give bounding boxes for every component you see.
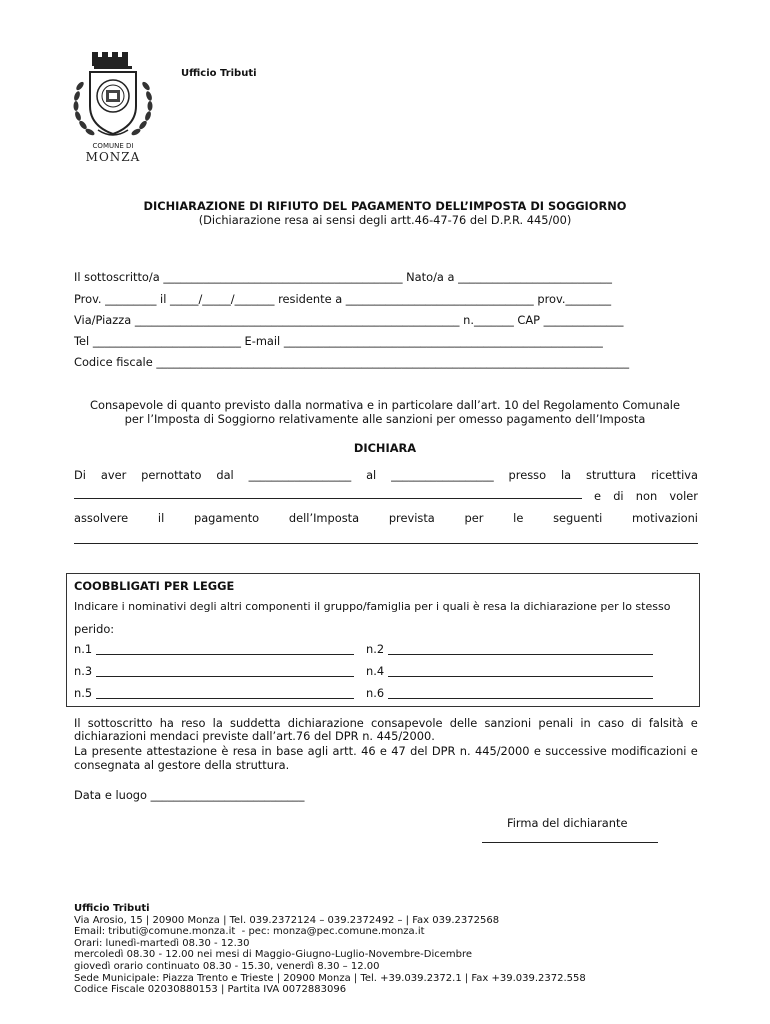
field-codice-fiscale[interactable]: Codice fiscale ___________________________________________________________________________________	[74, 355, 630, 369]
w: la	[560, 468, 572, 482]
footer-hours-3: giovedì orario continuato 08.30 - 15.30, venerdì 8.30 – 12.00	[74, 960, 380, 972]
w: di	[631, 716, 642, 730]
w: e	[690, 716, 698, 730]
footer-hours-2: mercoledì 08.30 - 12.00 nei mesi di Maggio-Giugno-Luglio-Novembre-Dicembre	[74, 949, 473, 961]
w: presso	[508, 468, 547, 482]
w: La	[74, 744, 88, 758]
logo-line2: MONZA	[85, 150, 141, 164]
w: sanzioni	[484, 716, 532, 730]
dichiara-line3	[74, 511, 698, 525]
data-luogo-field[interactable]: Data e luogo ___________________________	[74, 788, 305, 802]
footer-address: Via Arosio, 15 | 20900 Monza | Tel. 039.2372124 – 039.2372492 – | Fax 039.2372568	[74, 914, 500, 926]
w: assolvere	[74, 511, 129, 525]
date-to-field[interactable]: __________________	[391, 468, 494, 482]
w: base	[276, 744, 304, 758]
footer	[74, 903, 586, 996]
logo-line1: COMUNE DI	[92, 142, 134, 150]
statement-p2-line2: consegnata al gestore della struttura.	[74, 758, 290, 772]
w: e	[533, 744, 541, 758]
coobbligato-n1-field[interactable]	[96, 654, 354, 655]
document-subtitle: (Dichiarazione resa ai sensi degli artt.46-47-76 del D.P.R. 445/00)	[198, 213, 572, 227]
w: e	[379, 744, 387, 758]
field-tel-email[interactable]: Tel __________________________ E-mail ________________________________________________________	[74, 334, 603, 348]
w: DPR	[431, 744, 456, 758]
w: Di	[74, 468, 86, 482]
date-from-field[interactable]: __________________	[248, 468, 352, 482]
w: n.	[459, 744, 471, 758]
w: ha	[159, 716, 174, 730]
w: la	[212, 716, 223, 730]
w: suddetta	[230, 716, 281, 730]
w: sottoscritto	[87, 716, 153, 730]
w: dell’Imposta	[288, 511, 360, 525]
w: al	[366, 468, 377, 482]
w: falsità	[648, 716, 684, 730]
w: 445/2000	[474, 744, 530, 758]
firma-label: Firma del dichiarante	[507, 816, 628, 830]
statement-p1-line2: dichiarazioni mendaci previste dall’art.76 del DPR n. 445/2000.	[74, 729, 435, 743]
office-name: Ufficio Tributi	[181, 68, 257, 79]
w: successive	[545, 744, 607, 758]
footer-title: Ufficio Tributi	[74, 903, 150, 914]
footer-hours-1: Orari: lunedì-martedì 08.30 - 12.30	[74, 937, 250, 949]
w: per	[464, 511, 484, 525]
w: motivazioni	[632, 511, 698, 525]
w: del	[410, 744, 428, 758]
dichiara-line1[interactable]	[74, 468, 698, 482]
w: aver	[100, 468, 127, 482]
coobbligati-heading: COOBBLIGATI PER LEGGE	[74, 579, 235, 593]
w: e	[690, 744, 698, 758]
w: dichiarazione	[287, 716, 364, 730]
firma-field-line[interactable]	[482, 842, 658, 843]
coobbligato-n3-field[interactable]	[96, 676, 354, 677]
struttura-field-line[interactable]	[74, 498, 582, 499]
w: consapevole	[371, 716, 443, 730]
w: prevista	[388, 511, 435, 525]
w: di	[613, 489, 624, 503]
w: penali	[538, 716, 574, 730]
w: resa	[232, 744, 258, 758]
footer-tax-codes: Codice Fiscale 02030880153 | Partita IVA 0072883096	[74, 984, 347, 996]
w: reso	[181, 716, 206, 730]
consapevole-line1: Consapevole di quanto previsto dalla normativa e in particolare dall’art. 10 del Regolamento Comunale	[90, 398, 680, 412]
statement-p1-line1	[74, 716, 698, 730]
coobbligato-n6-label: n.6	[366, 686, 385, 700]
w: seguenti	[553, 511, 603, 525]
w: attestazione	[146, 744, 217, 758]
coat-of-arms-icon	[68, 50, 158, 142]
coobbligati-text1: Indicare i nominativi degli altri componenti il gruppo/famiglia per i quali è resa la dichiarazione per lo stesso	[74, 600, 671, 613]
w: pagamento	[193, 511, 260, 525]
coobbligato-n5-field[interactable]	[96, 698, 354, 699]
w: presente	[91, 744, 142, 758]
w: e	[594, 489, 602, 503]
w: pernottato	[141, 468, 202, 482]
w: struttura	[586, 468, 637, 482]
w: non	[635, 489, 658, 503]
field-prov-nascita[interactable]: Prov. _________ il _____/_____/_______ residente a _________________________________ prov.________	[74, 292, 612, 306]
coobbligato-n2-label: n.2	[366, 642, 385, 656]
w: Il	[74, 716, 81, 730]
motivazioni-field-line[interactable]	[74, 543, 698, 544]
w: modificazioni	[611, 744, 687, 758]
w: il	[157, 511, 165, 525]
footer-email: Email: tributi@comune.monza.it - pec: monza@pec.comune.monza.it	[74, 926, 425, 938]
w: caso	[597, 716, 625, 730]
coobbligato-n5-label: n.5	[74, 686, 93, 700]
w: voler	[669, 489, 698, 503]
w: ricettiva	[651, 468, 698, 482]
document-title: DICHIARAZIONE DI RIFIUTO DEL PAGAMENTO DELL’IMPOSTA DI SOGGIORNO	[143, 199, 627, 213]
w: in	[261, 744, 272, 758]
w: agli	[307, 744, 329, 758]
coobbligato-n3-label: n.3	[74, 664, 93, 678]
w: artt.	[332, 744, 357, 758]
w: in	[580, 716, 591, 730]
w: delle	[449, 716, 478, 730]
coobbligati-text2: perido:	[74, 622, 115, 636]
w: le	[513, 511, 524, 525]
coobbligato-n1-label: n.1	[74, 642, 93, 656]
consapevole-line2: per l’Imposta di Soggiorno relativamente alle sanzioni per omesso pagamento dell’Imposta	[124, 412, 646, 426]
dichiara-heading: DICHIARA	[353, 441, 417, 455]
comune-logo	[68, 50, 158, 164]
footer-seat: Sede Municipale: Piazza Trento e Trieste | 20900 Monza | Tel. +39.039.2372.1 | Fax +39.039.2372.558	[74, 972, 586, 984]
coobbligato-n2-field[interactable]	[388, 654, 653, 655]
coobbligato-n6-field[interactable]	[388, 698, 653, 699]
w: dal	[216, 468, 234, 482]
w: 46	[361, 744, 376, 758]
dichiara-line2-tail	[594, 489, 698, 503]
field-via-piazza[interactable]: Via/Piazza _________________________________________________________ n._______ CAP ______________	[74, 313, 624, 327]
coobbligato-n4-field[interactable]	[388, 676, 653, 677]
coobbligato-n4-label: n.4	[366, 664, 385, 678]
statement-p2-line1	[74, 744, 698, 758]
w: è	[221, 744, 229, 758]
w: 47	[391, 744, 406, 758]
field-sottoscritto[interactable]: Il sottoscritto/a __________________________________________ Nato/a a ___________________________	[74, 270, 612, 284]
